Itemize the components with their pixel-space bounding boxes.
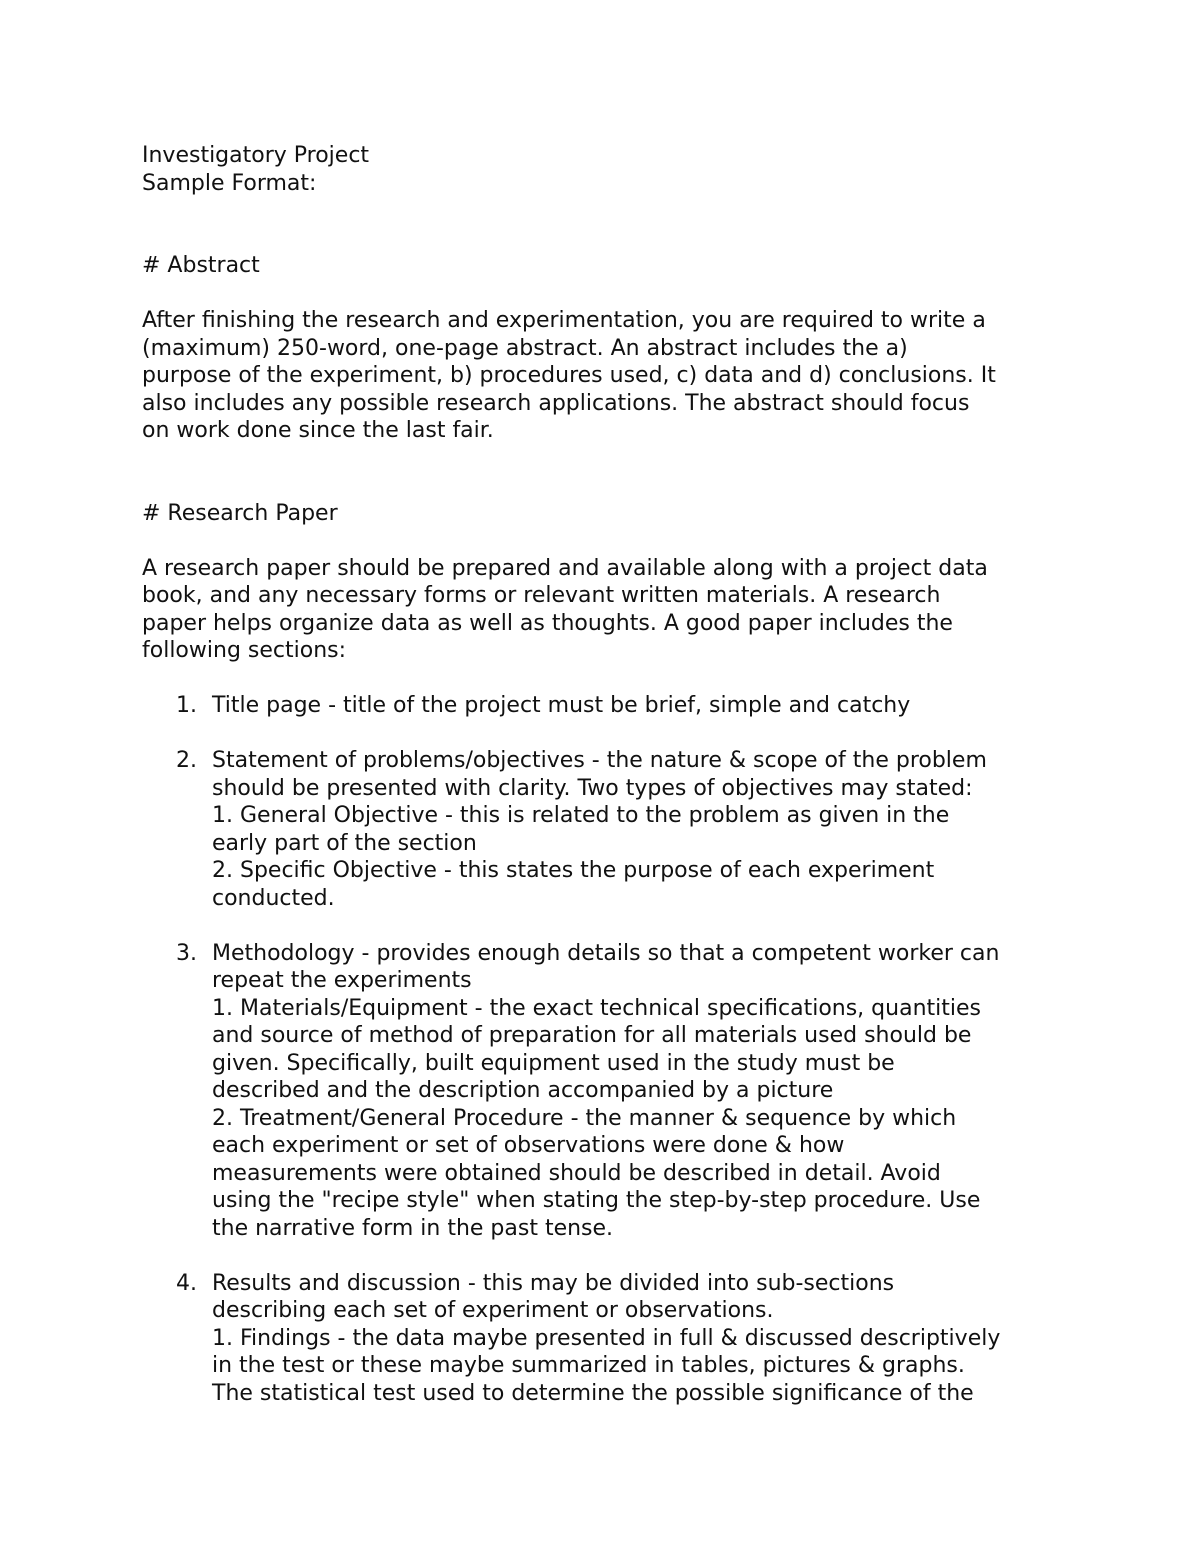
list-item-line: and source of method of preparation for all materials used should be xyxy=(212,1023,972,1048)
sections-list xyxy=(142,692,1072,1407)
list-item-line: 2. Treatment/General Procedure - the manner & sequence by which xyxy=(212,1105,957,1131)
list-item-line: Title page - title of the project must be brief, simple and catchy xyxy=(212,693,911,718)
document-body xyxy=(142,142,1072,1407)
list-item-line: Statement of problems/objectives - the nature & scope of the problem xyxy=(212,748,987,773)
abstract-line: also includes any possible research applications. The abstract should focus xyxy=(142,390,970,416)
list-item-line: 1. General Objective - this is related to the problem as given in the xyxy=(212,803,950,828)
list-item-results-and-discussion xyxy=(142,1270,1072,1408)
list-item-line: 1. Findings - the data maybe presented in full & discussed descriptively xyxy=(212,1325,1001,1351)
list-item-line: each experiment or set of observations were done & how xyxy=(212,1133,845,1158)
list-item-title-page xyxy=(142,692,1072,720)
document-subtitle: Sample Format: xyxy=(142,170,317,196)
abstract-line: (maximum) 250-word, one-page abstract. An abstract includes the a) xyxy=(142,335,908,361)
list-item-line: conducted. xyxy=(212,885,335,911)
abstract-line: purpose of the experiment, b) procedures used, c) data and d) conclusions. It xyxy=(142,363,996,388)
abstract-heading: # Abstract xyxy=(142,253,260,278)
abstract-line: on work done since the last fair. xyxy=(142,418,494,443)
list-item-line: Methodology - provides enough details so that a competent worker can xyxy=(212,940,1000,966)
list-item-line: using the "recipe style" when stating the step-by-step procedure. Use xyxy=(212,1188,981,1213)
list-item-line: The statistical test used to determine the possible significance of the xyxy=(212,1380,974,1406)
list-item-line: 2. Specific Objective - this states the purpose of each experiment xyxy=(212,858,935,883)
research-line: A research paper should be prepared and available along with a project data xyxy=(142,555,988,581)
list-number: 1. xyxy=(176,693,197,718)
research-line: following sections: xyxy=(142,638,347,663)
list-item-line: repeat the experiments xyxy=(212,968,472,993)
list-item-line: 1. Materials/Equipment - the exact technical specifications, quantities xyxy=(212,995,981,1021)
list-item-methodology xyxy=(142,940,1072,1243)
list-number: 3. xyxy=(176,940,197,966)
document-title: Investigatory Project xyxy=(142,143,370,168)
list-item-line: should be presented with clarity. Two types of objectives may stated: xyxy=(212,775,973,801)
list-item-line: early part of the section xyxy=(212,830,477,856)
research-paper-heading: # Research Paper xyxy=(142,500,338,526)
list-item-line: Results and discussion - this may be divided into sub-sections xyxy=(212,1270,895,1296)
list-item-line: the narrative form in the past tense. xyxy=(212,1215,614,1241)
abstract-paragraph xyxy=(142,307,1072,445)
research-paper-paragraph xyxy=(142,555,1072,665)
research-line: book, and any necessary forms or relevant written materials. A research xyxy=(142,583,941,608)
list-item-statement-of-problems xyxy=(142,747,1072,912)
list-item-line: in the test or these maybe summarized in tables, pictures & graphs. xyxy=(212,1353,965,1378)
list-item-line: describing each set of experiment or observations. xyxy=(212,1298,774,1323)
list-number: 4. xyxy=(176,1270,197,1296)
list-item-line: measurements were obtained should be described in detail. Avoid xyxy=(212,1160,941,1186)
list-number: 2. xyxy=(176,748,197,773)
research-line: paper helps organize data as well as thoughts. A good paper includes the xyxy=(142,610,953,636)
list-item-line: given. Specifically, built equipment used in the study must be xyxy=(212,1050,895,1076)
list-item-line: described and the description accompanied by a picture xyxy=(212,1078,834,1103)
abstract-line: After finishing the research and experimentation, you are required to write a xyxy=(142,308,986,333)
